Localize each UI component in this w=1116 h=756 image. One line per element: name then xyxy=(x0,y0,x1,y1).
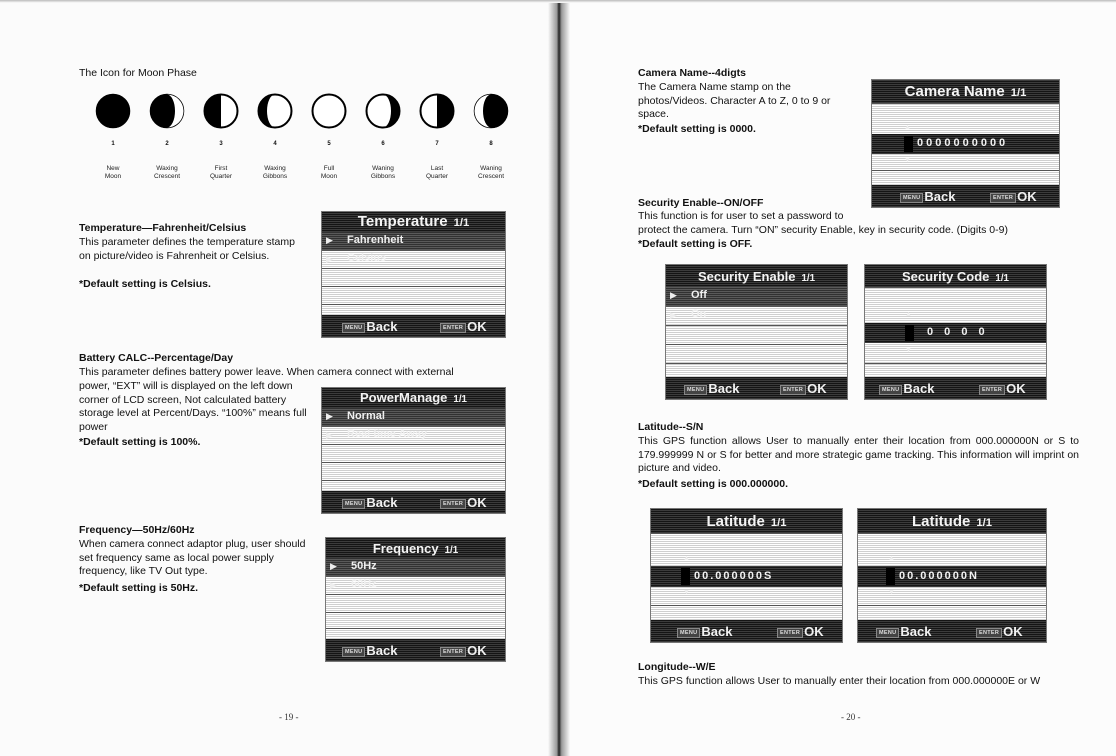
waning-gibbous-icon xyxy=(365,93,401,129)
latitude-s-lcd-screen xyxy=(650,508,843,643)
moon-phase-number: 5 xyxy=(327,141,331,147)
text-cursor xyxy=(905,325,914,341)
frequency-heading: Frequency—50Hz/60Hz xyxy=(79,524,195,536)
security-default: *Default setting is OFF. xyxy=(638,238,753,250)
first-quarter-icon xyxy=(203,93,239,129)
selected-arrow-icon: ▶ xyxy=(326,235,333,245)
lcd-back-button[interactable]: MENU Back xyxy=(342,319,397,334)
lcd-item-celsius[interactable]: Celsius xyxy=(347,252,387,264)
moon-phase-name: Waxing Gibbons xyxy=(262,165,288,180)
moon-phase-number: 7 xyxy=(435,141,439,147)
security-enable-lcd-screen xyxy=(665,264,848,400)
waxing-crescent-icon xyxy=(149,93,185,129)
selected-arrow-icon: ▶ xyxy=(330,561,337,571)
moon-phase-number: 3 xyxy=(219,141,223,147)
text-cursor xyxy=(681,568,690,585)
temperature-default: *Default setting is Celsius. xyxy=(79,278,211,290)
power-manage-lcd-screen xyxy=(321,387,506,514)
moon-phase-number: 8 xyxy=(489,141,493,147)
temperature-body: This parameter defines the temperature stamp on picture/video is Fahrenheit or Celsius. xyxy=(79,236,295,262)
camera-name-heading: Camera Name--4digts xyxy=(638,67,746,79)
lcd-item-on[interactable]: On xyxy=(691,308,707,320)
battery-heading: Battery CALC--Percentage/Day xyxy=(79,352,234,364)
latitude-s-value[interactable]: 00.000000S xyxy=(694,570,774,582)
lcd-ok-button[interactable]: ENTER OK xyxy=(440,643,487,658)
security-body-line2: protect the camera. Turn “ON” security Enable, key in security code. (Digits 0-9) xyxy=(638,224,1008,236)
lcd-ok-button[interactable]: ENTER OK xyxy=(780,381,827,396)
text-cursor xyxy=(904,136,913,152)
lcd-ok-button[interactable]: ENTER OK xyxy=(440,495,487,510)
latitude-default: *Default setting is 000.000000. xyxy=(638,478,788,490)
lcd-item-60hz[interactable]: 60Hz xyxy=(351,578,377,590)
camera-name-value[interactable]: 0000000000 xyxy=(917,137,1009,149)
lcd-title: PowerManage 1/1 xyxy=(360,390,467,405)
lcd-back-button[interactable]: MENU Back xyxy=(879,381,934,396)
security-heading: Security Enable--ON/OFF xyxy=(638,197,764,209)
frequency-body: When camera connect adaptor plug, user should set frequency same as local power supply frequency, like TV Out type. xyxy=(79,538,306,577)
lcd-title: Security Enable 1/1 xyxy=(697,269,816,284)
lcd-title: Latitude 1/1 xyxy=(912,513,992,530)
lcd-item-50hz[interactable]: 50Hz xyxy=(351,560,377,572)
lcd-item-off[interactable]: Off xyxy=(691,289,707,301)
new-moon-icon xyxy=(95,93,131,129)
moon-phase-name: New Moon xyxy=(104,165,122,180)
up-arrow-icon: ▲ xyxy=(888,555,895,562)
full-moon-icon xyxy=(311,93,347,129)
selected-arrow-icon: ▶ xyxy=(326,411,333,421)
waning-crescent-icon xyxy=(473,93,509,129)
up-arrow-icon: ▲ xyxy=(905,311,912,318)
camera-name-lcd-screen xyxy=(871,79,1060,208)
item-arrow-icon: ▶ xyxy=(326,254,333,264)
battery-body: power, “EXT” will is displayed on the left down corner of LCD screen, Not calculated battery storage level at Percent/Days. “100%” means full power xyxy=(79,380,307,433)
lcd-item-real-time-away[interactable]: Real time Away xyxy=(347,428,428,440)
battery-default: *Default setting is 100%. xyxy=(79,436,201,448)
waxing-gibbous-icon xyxy=(257,93,293,129)
temperature-heading: Temperature—Fahrenheit/Celsius xyxy=(79,222,247,234)
latitude-n-value[interactable]: 00.000000N xyxy=(899,570,979,582)
lcd-ok-button[interactable]: ENTER OK xyxy=(990,189,1037,204)
latitude-n-lcd-screen xyxy=(857,508,1047,643)
security-code-lcd-screen xyxy=(864,264,1047,400)
lcd-item-fahrenheit[interactable]: Fahrenheit xyxy=(347,234,404,246)
book-spine xyxy=(548,0,570,756)
moon-phase-name: Waning Crescent xyxy=(477,165,504,180)
lcd-title: Latitude 1/1 xyxy=(706,513,787,530)
battery-body-line1: This parameter defines battery power leave. When camera connect with external xyxy=(79,366,454,378)
text-cursor xyxy=(886,568,895,585)
top-edge xyxy=(0,0,1116,3)
moon-phase-number: 6 xyxy=(381,141,385,147)
lcd-ok-button[interactable]: ENTER OK xyxy=(979,381,1026,396)
latitude-heading: Latitude--S/N xyxy=(638,421,704,433)
moon-phase-name: Waxing Crescent xyxy=(153,165,180,180)
moon-phase-number: 4 xyxy=(273,141,277,147)
moon-phase-name: Waning Gibbons xyxy=(370,165,396,180)
moon-phase-heading: The Icon for Moon Phase xyxy=(79,67,197,79)
lcd-title: Temperature 1/1 xyxy=(357,213,470,230)
lcd-title: Security Code 1/1 xyxy=(902,269,1009,284)
page-number-left: - 19 - xyxy=(279,712,299,722)
last-quarter-icon xyxy=(419,93,455,129)
security-code-value[interactable]: 0 0 0 0 xyxy=(927,326,989,338)
camera-name-default: *Default setting is 0000. xyxy=(638,123,756,135)
moon-phase-name: Full Moon xyxy=(320,165,338,180)
frequency-lcd-screen xyxy=(325,537,506,662)
down-arrow-icon: ▼ xyxy=(683,589,690,596)
up-arrow-icon: ▲ xyxy=(904,124,911,131)
lcd-ok-button[interactable]: ENTER OK xyxy=(440,319,487,334)
lcd-back-button[interactable]: MENU Back xyxy=(342,643,397,658)
longitude-body: This GPS function allows User to manually enter their location from 000.000000E or W xyxy=(638,675,1041,687)
lcd-ok-button[interactable]: ENTER OK xyxy=(976,624,1023,639)
longitude-heading: Longitude--W/E xyxy=(638,661,716,673)
latitude-body: This GPS function allows User to manually enter their location from 000.000000N or S to 179.999999 N or S for better and more strategic game tracking. This information will imprint on picture and video. xyxy=(638,435,1079,474)
moon-phase-name: First Quarter xyxy=(209,165,233,180)
item-arrow-icon: ▶ xyxy=(330,580,337,590)
item-arrow-icon: ▶ xyxy=(670,310,677,320)
down-arrow-icon: ▼ xyxy=(904,157,911,164)
frequency-default: *Default setting is 50Hz. xyxy=(79,582,199,594)
lcd-title: Camera Name 1/1 xyxy=(904,83,1027,100)
camera-name-body: The Camera Name stamp on the photos/Videos. Character A to Z, 0 to 9 or space. xyxy=(638,81,831,120)
lcd-back-button[interactable]: MENU Back xyxy=(342,495,397,510)
selected-arrow-icon: ▶ xyxy=(670,290,677,300)
lcd-title: Frequency 1/1 xyxy=(372,541,459,556)
lcd-back-button[interactable]: MENU Back xyxy=(684,381,739,396)
moon-phase-name: Last Quarter xyxy=(425,165,449,180)
item-arrow-icon: ▶ xyxy=(326,430,333,440)
security-body-line1: This function is for user to set a password to xyxy=(638,210,844,222)
lcd-ok-button[interactable]: ENTER OK xyxy=(777,624,824,639)
lcd-back-button[interactable]: MENU Back xyxy=(900,189,955,204)
lcd-back-button[interactable]: MENU Back xyxy=(876,624,931,639)
down-arrow-icon: ▼ xyxy=(905,347,912,354)
up-arrow-icon: ▲ xyxy=(683,555,690,562)
temperature-lcd-screen xyxy=(321,211,506,338)
lcd-item-normal[interactable]: Normal xyxy=(347,410,385,422)
down-arrow-icon: ▼ xyxy=(888,589,895,596)
page-number-right: - 20 - xyxy=(841,712,861,722)
moon-phase-number: 2 xyxy=(165,141,169,147)
lcd-back-button[interactable]: MENU Back xyxy=(677,624,732,639)
moon-phase-number: 1 xyxy=(111,141,115,147)
